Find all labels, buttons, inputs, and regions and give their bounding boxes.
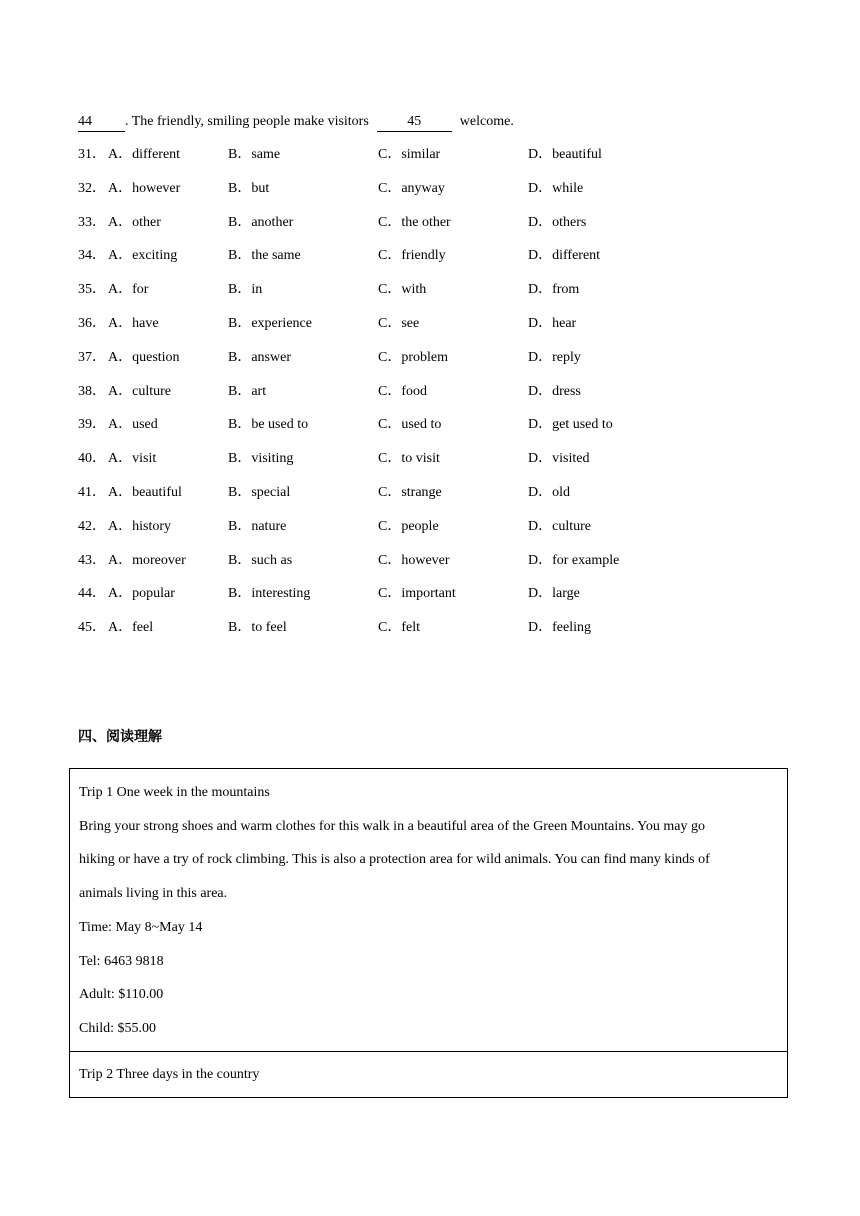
option-b: B．answer — [228, 349, 291, 365]
option-a: A．however — [108, 180, 181, 196]
question-number: 45． — [78, 620, 106, 636]
trip-1-cell — [70, 769, 787, 1051]
option-b: B．experience — [228, 315, 312, 331]
question-number: 41． — [78, 484, 106, 500]
option-a: A．visit — [108, 451, 157, 467]
option-a: A．beautiful — [108, 484, 182, 500]
option-d: D．old — [528, 484, 570, 500]
question-number: 32． — [78, 180, 106, 196]
option-d: D．get used to — [528, 417, 613, 433]
question-number: 37． — [78, 349, 106, 365]
option-a: A．question — [108, 349, 180, 365]
option-a: A．moreover — [108, 552, 186, 568]
option-d: D．hear — [528, 315, 577, 331]
question-number: 44． — [78, 586, 106, 602]
option-b: B．same — [228, 147, 281, 162]
question-number: 31． — [78, 147, 106, 162]
option-c: C．the other — [378, 214, 451, 230]
option-c: C．to visit — [378, 451, 440, 467]
option-d: D．while — [528, 180, 584, 196]
option-b: B．another — [228, 214, 294, 230]
passage-text-end: welcome. — [459, 114, 514, 129]
option-b: B．special — [228, 484, 291, 500]
option-b: B．in — [228, 282, 263, 298]
passage-text: . The friendly, smiling people make visitors — [125, 114, 369, 129]
option-b: B．to feel — [228, 620, 287, 636]
option-d: D．others — [528, 214, 587, 230]
question-number: 42． — [78, 518, 106, 534]
option-a: A．exciting — [108, 248, 178, 264]
trip-1-time: Time: May 8~May 14 — [79, 919, 203, 935]
option-b: B．interesting — [228, 586, 311, 602]
question-number: 33． — [78, 214, 106, 230]
option-d: D．beautiful — [528, 147, 602, 162]
option-c: C．used to — [378, 417, 442, 433]
option-a: A．feel — [108, 620, 154, 636]
trip-2-title: Trip 2 Three days in the country — [79, 1067, 260, 1082]
option-d: D．from — [528, 282, 580, 298]
question-number: 39． — [78, 417, 106, 433]
option-c: C．strange — [378, 484, 442, 500]
option-c: C．friendly — [378, 248, 446, 264]
blank-44: 44 — [78, 113, 125, 132]
option-c: C．however — [378, 552, 450, 568]
option-d: D．culture — [528, 518, 591, 534]
trip-table — [69, 768, 788, 1098]
option-c: C．food — [378, 383, 427, 399]
trip-1-child-price: Child: $55.00 — [79, 1020, 157, 1036]
option-d: D．visited — [528, 451, 590, 467]
option-c: C．important — [378, 586, 456, 602]
option-b: B．but — [228, 180, 270, 196]
option-d: D．feeling — [528, 620, 591, 636]
option-a: A．culture — [108, 383, 171, 399]
section-title: 四、阅读理解 — [78, 729, 162, 745]
option-c: C．see — [378, 315, 420, 331]
option-c: C．problem — [378, 349, 448, 365]
option-a: A．used — [108, 417, 158, 433]
trip-1-desc-line-3: animals living in this area. — [79, 886, 228, 902]
trip-1-desc-line-2: hiking or have a try of rock climbing. This is also a protection area for wild animals. You can find many kinds of — [79, 852, 710, 868]
option-c: C．felt — [378, 620, 420, 636]
option-a: A．different — [108, 147, 181, 162]
option-c: C．anyway — [378, 180, 445, 196]
option-a: A．have — [108, 315, 159, 331]
question-number: 34． — [78, 248, 106, 264]
option-c: C．people — [378, 518, 439, 534]
question-number: 40． — [78, 451, 106, 467]
trip-2-cell — [70, 1051, 787, 1097]
option-b: B．the same — [228, 248, 301, 264]
question-number: 43． — [78, 552, 106, 568]
cloze-passage-end — [78, 113, 514, 132]
option-d: D．different — [528, 248, 601, 264]
option-a: A．other — [108, 214, 161, 230]
question-number: 36． — [78, 315, 106, 331]
option-a: A．popular — [108, 586, 175, 602]
option-c: C．similar — [378, 147, 441, 162]
option-b: B．nature — [228, 518, 287, 534]
option-d: D．dress — [528, 383, 581, 399]
option-d: D．reply — [528, 349, 581, 365]
question-number: 35． — [78, 282, 106, 298]
option-b: B．art — [228, 383, 267, 399]
option-b: B．be used to — [228, 417, 309, 433]
trip-1-tel: Tel: 6463 9818 — [79, 953, 164, 969]
option-a: A．for — [108, 282, 149, 298]
blank-45: 45 — [377, 113, 452, 132]
trip-1-adult-price: Adult: $110.00 — [79, 987, 164, 1003]
option-c: C．with — [378, 282, 427, 298]
trip-1-title: Trip 1 One week in the mountains — [79, 785, 270, 800]
question-number: 38． — [78, 383, 106, 399]
option-a: A．history — [108, 518, 171, 534]
option-d: D．for example — [528, 552, 620, 568]
trip-1-desc-line-1: Bring your strong shoes and warm clothes for this walk in a beautiful area of the Green Mountains. You may go — [79, 818, 705, 834]
option-b: B．such as — [228, 552, 293, 568]
option-b: B．visiting — [228, 451, 294, 467]
option-d: D．large — [528, 586, 580, 602]
